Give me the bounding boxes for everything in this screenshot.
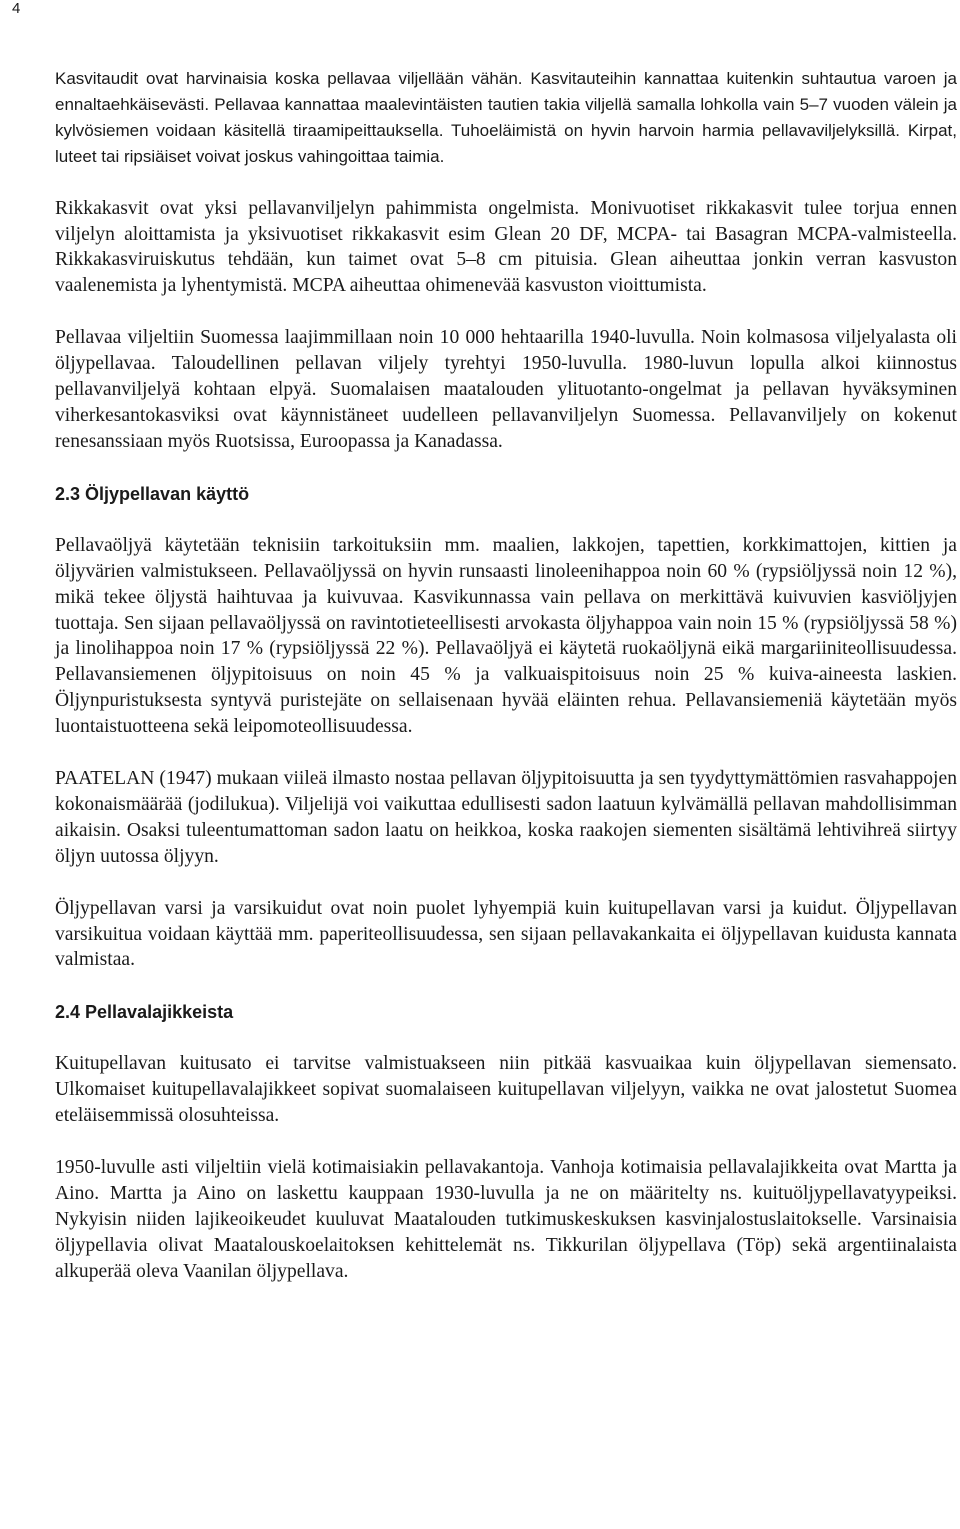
paragraph-climate — [55, 766, 957, 870]
paragraph-plant-diseases: Kasvitaudit ovat harvinaisia koska pellavaa viljellään vähän. Kasvitauteihin kannattaa kuitenkin suhtautua varoen ja ennaltaehkäisevästi. Pellavaa kannattaa maalevintäisten tautien takia viljellä samalla lohkolla vain 5–7 vuoden välein ja kylvösiemen voidaan käsitellä tiraamipeittauksella. Tuhoeläimistä on hyvin harvoin harmia pellavaviljelyksillä. Kirpat, luteet tai ripsiäiset voivat joskus vahingoittaa taimia. — [55, 69, 957, 166]
paragraph-linseed-oil: Pellavaöljyä käytetään teknisiin tarkoituksiin mm. maalien, lakkojen, tapettien, korkkimattojen, kittien ja öljyvärien valmistukseen. Pellavaöljyssä on hyvin runsaasti linoleenihappoa noin 60 % (rypsiöljyssä noin 12 %), mikä tekee öljystä haihtuvaa ja kuivuvaa. Kasvikunnassa vain pellava on merkittävä kuivuvien kasviöljyjen tuottaja. Sen sijaan pellavaöljyssä on ravintotieteellisesti arvokasta öljyhappoa vain noin 15 % (rypsiöljyssä 58 %) ja linolihappoa noin 17 % (rypsiöljyssä 22 %). Pellavaöljyä ei käytetä ruokaöljynä eikä margariiniteollisuudessa. Pellavansiemenen öljypitoisuus on noin 45 % ja valkuaispitoisuus noin 25 % kuiva-aineesta laskien. Öljynpuristuksesta syntyvä puristejäte on sellaisenaan hyvää eläinten rehua. Pellavansiemeniä käytetään myös luontaistuotteena sekä leipomoteollisuudessa. — [55, 534, 957, 738]
document-body — [55, 66, 957, 1285]
paragraph-history: Pellavaa viljeltiin Suomessa laajimmillaan noin 10 000 hehtaarilla 1940-luvulla. Noin kolmasosa viljelyalasta oli öljypellavaa. Taloudellinen pellavan viljely tyrehtyi 1950-luvulla. 1980-luvun lopulla alkoi kiinnostus pellavanviljelyä kohtaan elpyä. Suomalaisen maatalouden ylituotanto-ongelmat ja pellavan hyväksyminen viherkesantokasviksi ovat käynnistäneet uudelleen pellavanviljelyn Suomessa. Pellavanviljely on kokenut renesanssiaan myös Ruotsissa, Euroopassa ja Kanadassa. — [55, 327, 957, 452]
paragraph-climate-text: (1947) mukaan viileä ilmasto nostaa pellavan öljypitoisuutta ja sen tyydyttymättömien rasvahappojen kokonaismäärää (jodilukua). Viljelijä voi vaikuttaa edullisesti sadon laatuun kylvämällä pellavan mahdollisimman aikaisin. Osaksi tuleentumattoman sadon laatu on heikkoa, koska raakojen siementen sisältämä lehtivihreä siirtyy öljyn uutossa öljyyn. — [55, 768, 957, 867]
page-number: 4 — [12, 0, 21, 17]
heading-oilflax-use: 2.3 Öljypellavan käyttö — [55, 483, 250, 504]
paragraph-fibre-flax: Kuitupellavan kuitusato ei tarvitse valmistuakseen niin pitkää kasvuaikaa kuin öljypellavan siemensato. Ulkomaiset kuitupellavalajikkeet sopivat suomalaiseen kuitupellavan viljelyyn, vaikka ne ovat jalostetut Suomea eteläisemmissä olosuhteissa. — [55, 1053, 957, 1127]
author-name: PAATELAN — [55, 768, 155, 790]
paragraph-domestic-varieties: 1950-luvulle asti viljeltiin vielä kotimaisiakin pellavakantoja. Vanhoja kotimaisia pellavalajikkeita ovat Martta ja Aino. Martta ja Aino on laskettu kauppaan 1930-luvulla ja ne on määritelty ns. kuituöljypellavatyypeiksi. Nykyisin niiden lajikeoikeudet kuuluvat Maatalouden tutkimuskeskuksen kasvinjalostuslaitokselle. Varsinaisia öljypellavia olivat Maatalouskoelaitoksen kehittelemät ns. Tikkurilan öljypellava (Töp) sekä argentiinalaista alkuperää oleva Vaanilan öljypellava. — [55, 1157, 957, 1282]
paragraph-stems: Öljypellavan varsi ja varsikuidut ovat noin puolet lyhyempiä kuin kuitupellavan varsi ja kuidut. Öljypellavan varsikuitua voidaan käyttää mm. paperiteollisuudessa, sen sijaan pellavakankaita ei öljypellavan kuidusta kannata valmistaa. — [55, 897, 957, 971]
heading-varieties: 2.4 Pellavalajikkeista — [55, 1002, 234, 1023]
paragraph-weeds: Rikkakasvit ovat yksi pellavanviljelyn pahimmista ongelmista. Monivuotiset rikkakasvit tulee torjua ennen viljelyn aloittamista ja yksivuotiset rikkakasvit esim Glean 20 DF, MCPA- tai Basagran MCPA-valmisteella. Rikkakasviruiskutus tehdään, kun taimet ovat 5–8 cm pituisia. Glean aiheuttaa jonkin verran kasvuston vaalenemista ja lyhentymistä. MCPA aiheuttaa ohimenevää kasvuston vioittumista. — [55, 197, 957, 297]
